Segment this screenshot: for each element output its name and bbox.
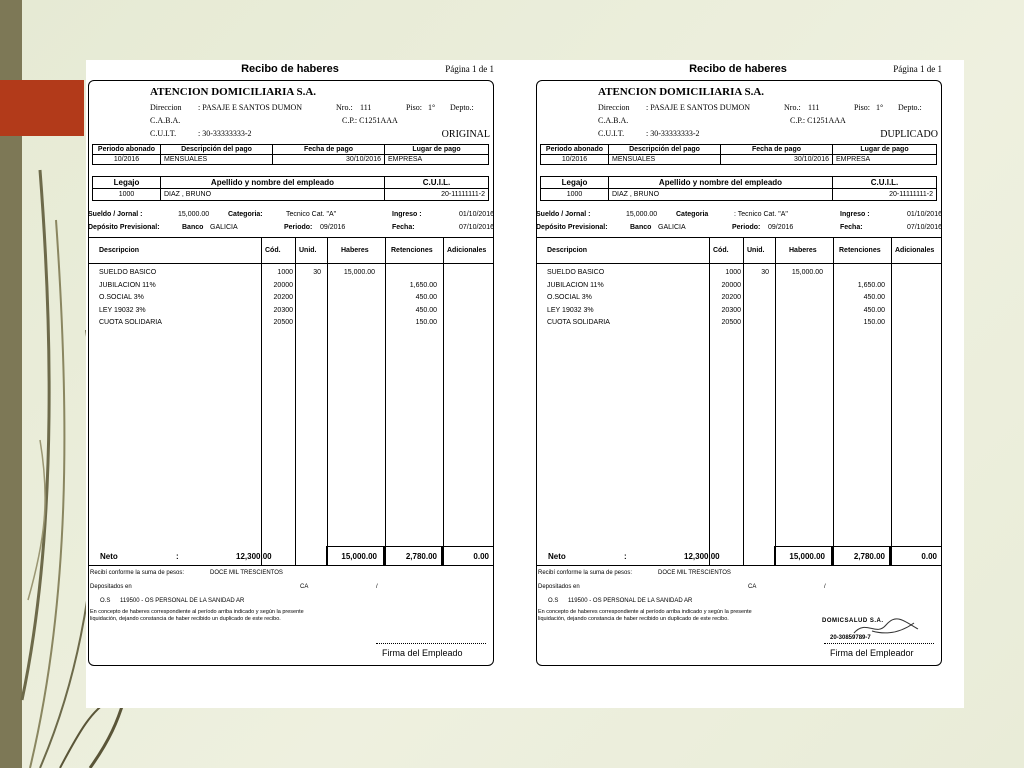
recibi-label: Recibí conforme la suma de pesos: — [90, 570, 185, 576]
city: C.A.B.A. — [598, 116, 629, 125]
item-unid: 30 — [313, 269, 321, 276]
company-stamp: DOMICSALUD S.A. — [822, 618, 884, 624]
recibi-value: DOCE MIL TRESCIENTOS — [210, 570, 283, 576]
total-adicionales: 0.00 — [473, 552, 489, 561]
header-fecha-pago: Fecha de pago — [273, 145, 385, 155]
neto-colon: : — [624, 552, 627, 561]
city: C.A.B.A. — [150, 116, 181, 125]
signature-line — [376, 643, 486, 644]
ingreso-value: 01/10/2016 — [458, 211, 494, 218]
receipt-title: Recibo de haberes — [241, 63, 339, 75]
banco-value: GALICIA — [210, 224, 238, 231]
neto-colon: : — [176, 552, 179, 561]
periodo-label: Periodo: — [284, 224, 313, 231]
sueldo-value: 15,000.00 — [178, 211, 210, 218]
payment-table — [92, 144, 489, 165]
neto-value: 12,300.00 — [236, 552, 272, 561]
payment-header-row — [93, 145, 489, 155]
item-cod: 20300 — [273, 306, 293, 314]
total-retenciones: 2,780.00 — [405, 552, 437, 561]
item-row — [89, 307, 495, 319]
piso-value: 1° — [876, 103, 884, 112]
sueldo-label: Sueldo / Jornal : — [536, 211, 591, 218]
item-haberes: 15,000.00 — [343, 269, 375, 276]
header-lugar-pago: Lugar de pago — [833, 145, 937, 155]
copy-label: DUPLICADO — [880, 129, 938, 140]
item-descripcion: JUBILACION 11% — [547, 281, 604, 289]
items-header — [89, 238, 493, 264]
total-haberes-cell — [774, 546, 832, 566]
value-cuil: 20-11111111-2 — [833, 189, 937, 201]
company-name: ATENCION DOMICILIARIA S.A. — [150, 86, 317, 98]
banco-value: GALICIA — [658, 224, 686, 231]
item-descripcion: LEY 19032 3% — [99, 306, 146, 314]
header-haberes: Haberes — [789, 247, 817, 254]
ingreso-label: Ingreso : — [840, 211, 870, 218]
value-fecha-pago: 30/10/2016 — [273, 155, 385, 165]
copy-label: ORIGINAL — [441, 129, 490, 140]
value-cuil: 20-11111111-2 — [385, 189, 489, 201]
periodo-value: 09/2016 — [320, 224, 346, 231]
header-fecha-pago: Fecha de pago — [721, 145, 833, 155]
slash: / — [376, 584, 378, 590]
header-retenciones: Retenciones — [839, 247, 881, 254]
item-cod: 20500 — [721, 319, 741, 326]
item-row — [537, 294, 943, 306]
item-row — [89, 269, 495, 281]
fecha-label: Fecha: — [392, 224, 415, 231]
value-lugar-pago: EMPRESA — [833, 155, 937, 165]
header-cod: Cód. — [265, 247, 281, 254]
item-row — [89, 319, 495, 331]
header-descripcion-pago: Descripción del pago — [609, 145, 721, 155]
item-descripcion: SUELDO BASICO — [99, 269, 157, 276]
item-retenciones: 1,650.00 — [409, 281, 437, 289]
item-cod: 20000 — [273, 281, 293, 289]
item-row — [89, 294, 495, 306]
header-adicionales: Adicionales — [895, 247, 935, 254]
item-haberes: 15,000.00 — [791, 269, 823, 276]
employee-table — [92, 176, 489, 201]
item-row — [537, 282, 943, 294]
total-retenciones: 2,780.00 — [853, 552, 885, 561]
item-retenciones: 150.00 — [415, 319, 437, 326]
address-value: : PASAJE E SANTOS DUMON — [198, 103, 303, 112]
sueldo-value: 15,000.00 — [626, 211, 658, 218]
total-retenciones-cell — [384, 546, 442, 566]
header-lugar-pago: Lugar de pago — [385, 145, 489, 155]
cuit-label: C.U.I.T. — [598, 129, 625, 138]
item-retenciones: 450.00 — [863, 294, 885, 301]
header-descripcion: Descripcion — [547, 247, 588, 254]
item-cod: 20200 — [273, 294, 293, 301]
depositados-label: Depositados en — [90, 584, 132, 590]
deposito-label: Depósito Previsional: — [536, 224, 608, 231]
item-descripcion: CUOTA SOLIDARIA — [547, 319, 610, 326]
slash: / — [824, 584, 826, 590]
header-cuil: C.U.I.L. — [833, 177, 937, 189]
address-value: : PASAJE E SANTOS DUMON — [646, 103, 751, 112]
payment-value-row — [541, 155, 937, 165]
cuit-value: : 30-33333333-2 — [646, 129, 700, 138]
banco-label: Banco — [182, 224, 204, 231]
item-descripcion: JUBILACION 11% — [99, 281, 156, 289]
piso-value: 1° — [428, 103, 436, 112]
receipt-title: Recibo de haberes — [689, 63, 787, 75]
value-nombre: DIAZ , BRUNO — [161, 189, 385, 201]
payment-header-row — [541, 145, 937, 155]
value-descripcion-pago: MENSUALES — [609, 155, 721, 165]
signature-label: Firma del Empleador — [830, 648, 914, 658]
total-retenciones-cell — [832, 546, 890, 566]
postal-code: C.P.: C1251AAA — [342, 116, 398, 125]
deposito-label: Depósito Previsional: — [88, 224, 160, 231]
signature-scribble-icon — [852, 615, 922, 639]
header-haberes: Haberes — [341, 247, 369, 254]
total-haberes: 15,000.00 — [789, 552, 825, 561]
deposit-row — [534, 224, 942, 234]
header-periodo: Periodo abonado — [541, 145, 609, 155]
net-row — [88, 546, 494, 566]
item-descripcion: O.SOCIAL 3% — [547, 294, 592, 301]
depto-label: Depto.: — [450, 103, 474, 112]
recibi-value: DOCE MIL TRESCIENTOS — [658, 570, 731, 576]
value-lugar-pago: EMPRESA — [385, 155, 489, 165]
header-retenciones: Retenciones — [391, 247, 433, 254]
banco-label: Banco — [630, 224, 652, 231]
header-legajo: Legajo — [541, 177, 609, 189]
item-unid: 30 — [761, 269, 769, 276]
deposit-row — [86, 224, 494, 234]
ca-label: CA — [300, 584, 309, 590]
items-table — [536, 237, 942, 566]
periodo-value: 09/2016 — [768, 224, 794, 231]
nro-value: 111 — [360, 103, 372, 112]
fecha-value: 07/10/2016 — [458, 224, 494, 231]
piso-label: Piso: — [854, 103, 871, 112]
header-descripcion: Descripcion — [99, 247, 140, 254]
fecha-label: Fecha: — [840, 224, 863, 231]
total-haberes-cell — [326, 546, 384, 566]
os-value: 119500 - OS PERSONAL DE LA SANIDAD AR — [568, 598, 693, 604]
neto-value: 12,300.00 — [684, 552, 720, 561]
os-value: 119500 - OS PERSONAL DE LA SANIDAD AR — [120, 598, 245, 604]
categoria-label: Categoria — [676, 211, 709, 218]
employee-header-row — [541, 177, 937, 189]
header-nombre: Apellido y nombre del empleado — [609, 177, 833, 189]
categoria-label: Categoria: — [228, 211, 263, 218]
header-descripcion-pago: Descripción del pago — [161, 145, 273, 155]
item-cod: 20300 — [721, 306, 741, 314]
page-number: Página 1 de 1 — [893, 64, 942, 74]
payment-value-row — [93, 155, 489, 165]
item-row — [537, 307, 943, 319]
employee-table — [540, 176, 937, 201]
value-legajo: 1000 — [541, 189, 609, 201]
os-label: O.S — [100, 598, 111, 604]
value-periodo: 10/2016 — [93, 155, 161, 165]
stamp-cuit: 20-30859789-7 — [830, 635, 871, 641]
items-table — [88, 237, 494, 566]
items-header — [537, 238, 941, 264]
employee-value-row — [541, 189, 937, 201]
item-row — [537, 319, 943, 331]
item-row — [537, 269, 943, 281]
item-retenciones: 1,650.00 — [857, 281, 885, 289]
concepto-note: En concepto de haberes correspondiente al período arriba indicado y según la presente liquidación, dejando constancia de haber recibido un duplicado de este recibo. — [538, 609, 752, 622]
item-cod: 1000 — [277, 269, 293, 276]
value-fecha-pago: 30/10/2016 — [721, 155, 833, 165]
total-haberes: 15,000.00 — [341, 552, 377, 561]
employee-value-row — [93, 189, 489, 201]
item-descripcion: SUELDO BASICO — [547, 269, 605, 276]
payment-table — [540, 144, 937, 165]
header-periodo: Periodo abonado — [93, 145, 161, 155]
receipt-original — [86, 60, 494, 668]
total-adicionales: 0.00 — [921, 552, 937, 561]
header-unid: Unid. — [299, 247, 317, 254]
signature-line — [824, 643, 934, 644]
company-name: ATENCION DOMICILIARIA S.A. — [598, 86, 765, 98]
address-label: Direccion — [598, 103, 630, 112]
item-row — [89, 282, 495, 294]
cuit-label: C.U.I.T. — [150, 129, 177, 138]
document-sheet — [86, 60, 964, 708]
header-cod: Cód. — [713, 247, 729, 254]
sueldo-label: Sueldo / Jornal : — [88, 211, 143, 218]
header-cuil: C.U.I.L. — [385, 177, 489, 189]
cuit-value: : 30-33333333-2 — [198, 129, 252, 138]
item-descripcion: O.SOCIAL 3% — [99, 294, 144, 301]
value-nombre: DIAZ , BRUNO — [609, 189, 833, 201]
categoria-value: Tecnico Cat. "A" — [286, 211, 337, 218]
recibi-label: Recibí conforme la suma de pesos: — [538, 570, 633, 576]
header-adicionales: Adicionales — [447, 247, 487, 254]
nro-label: Nro.: — [336, 103, 353, 112]
item-cod: 20200 — [721, 294, 741, 301]
item-descripcion: LEY 19032 3% — [547, 306, 594, 314]
header-unid: Unid. — [747, 247, 765, 254]
os-label: O.S — [548, 598, 559, 604]
value-legajo: 1000 — [93, 189, 161, 201]
neto-label: Neto — [100, 552, 118, 561]
page-number: Página 1 de 1 — [445, 64, 494, 74]
ingreso-value: 01/10/2016 — [906, 211, 942, 218]
item-retenciones: 450.00 — [415, 306, 437, 314]
periodo-label: Periodo: — [732, 224, 761, 231]
receipt-duplicate — [534, 60, 942, 668]
salary-row — [534, 211, 942, 221]
total-adicionales-cell — [890, 546, 942, 566]
postal-code: C.P.: C1251AAA — [790, 116, 846, 125]
item-cod: 20000 — [721, 281, 741, 289]
employee-header-row — [93, 177, 489, 189]
signature-label: Firma del Empleado — [382, 648, 463, 658]
value-periodo: 10/2016 — [541, 155, 609, 165]
depto-label: Depto.: — [898, 103, 922, 112]
ca-label: CA — [748, 584, 757, 590]
ingreso-label: Ingreso : — [392, 211, 422, 218]
item-cod: 1000 — [725, 269, 741, 276]
concepto-note: En concepto de haberes correspondiente al período arriba indicado y según la presente liquidación, dejando constancia de haber recibido un duplicado de este recibo. — [90, 609, 304, 622]
piso-label: Piso: — [406, 103, 423, 112]
depositados-label: Depositados en — [538, 584, 580, 590]
header-legajo: Legajo — [93, 177, 161, 189]
fecha-value: 07/10/2016 — [906, 224, 942, 231]
header-nombre: Apellido y nombre del empleado — [161, 177, 385, 189]
salary-row — [86, 211, 494, 221]
value-descripcion-pago: MENSUALES — [161, 155, 273, 165]
neto-label: Neto — [548, 552, 566, 561]
item-retenciones: 150.00 — [863, 319, 885, 326]
item-retenciones: 450.00 — [863, 306, 885, 314]
item-descripcion: CUOTA SOLIDARIA — [99, 319, 162, 326]
item-retenciones: 450.00 — [415, 294, 437, 301]
nro-label: Nro.: — [784, 103, 801, 112]
net-row — [536, 546, 942, 566]
categoria-value: : Tecnico Cat. "A" — [734, 211, 788, 218]
nro-value: 111 — [808, 103, 820, 112]
address-label: Direccion — [150, 103, 182, 112]
item-cod: 20500 — [273, 319, 293, 326]
total-adicionales-cell — [442, 546, 494, 566]
